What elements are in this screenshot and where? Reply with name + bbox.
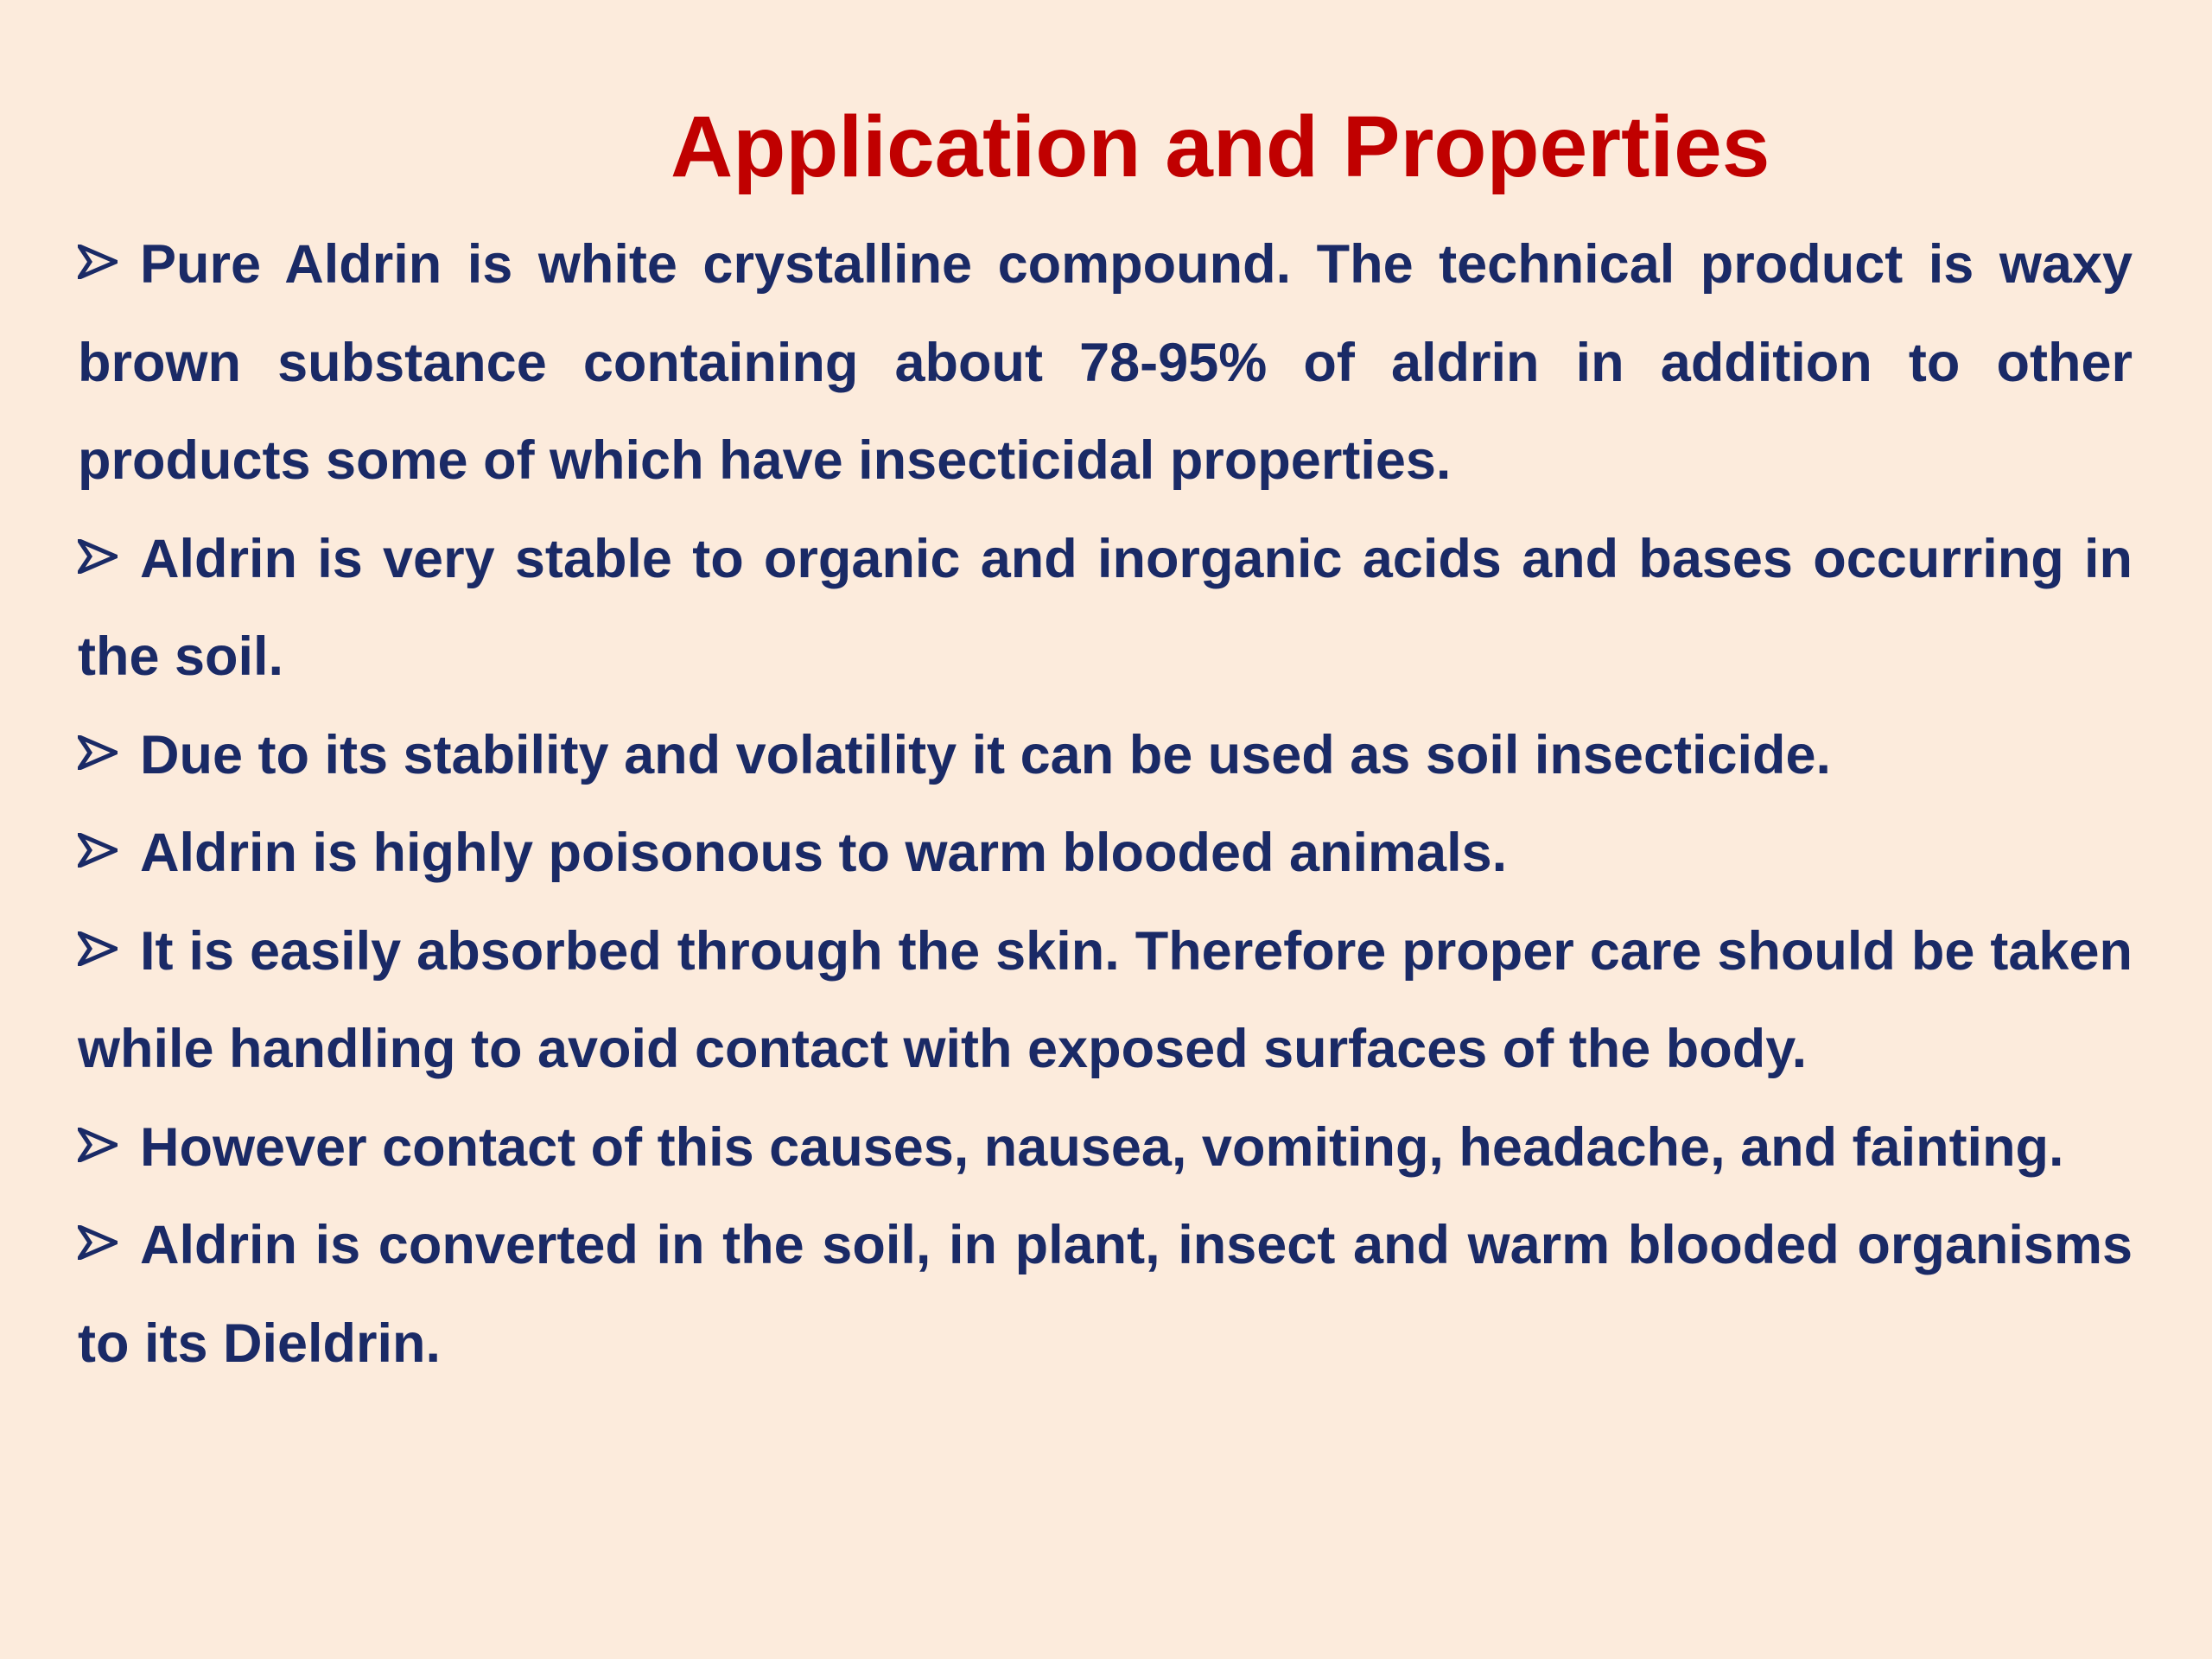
arrowhead-bullet-icon [78,245,140,279]
bullet-list [78,216,2133,1393]
bullet-text: Aldrin is very stable to organic and inorganic acids and bases occurring in the soil. [78,528,2133,687]
bullet-text: Aldrin is highly poisonous to warm blooded animals. [140,823,1508,883]
arrowhead-bullet-icon [78,539,140,574]
bullet-item [78,216,2133,511]
arrowhead-bullet-icon [78,735,140,770]
slide-title: Application and Properties [671,99,1770,195]
bullet-item [78,1099,2133,1198]
arrowhead-bullet-icon [78,1225,140,1260]
bullet-item [78,707,2133,805]
bullet-text: However contact of this causes, nausea, vomiting, headache, and fainting. [140,1116,2064,1178]
bullet-text: It is easily absorbed through the skin. Therefore proper care should be taken while handling to avoid contact with exposed surfaces of the body. [78,920,2133,1079]
bullet-item [78,903,2133,1099]
bullet-text: Due to its stability and volatility it can be used as soil insecticide. [140,724,1832,785]
bullet-item [78,1197,2133,1393]
bullet-item [78,511,2133,707]
bullet-item [78,804,2133,903]
arrowhead-bullet-icon [78,833,140,868]
arrowhead-bullet-icon [78,1128,140,1162]
bullet-text: Pure Aldrin is white crystalline compound. The technical product is waxy brown substance containing about 78-95% of aldrin in addition to other products some of which have insecticidal properties. [78,234,2133,491]
bullet-text: Aldrin is converted in the soil, in plant, insect and warm blooded organisms to its Dieldrin. [78,1215,2133,1374]
arrowhead-bullet-icon [78,931,140,966]
